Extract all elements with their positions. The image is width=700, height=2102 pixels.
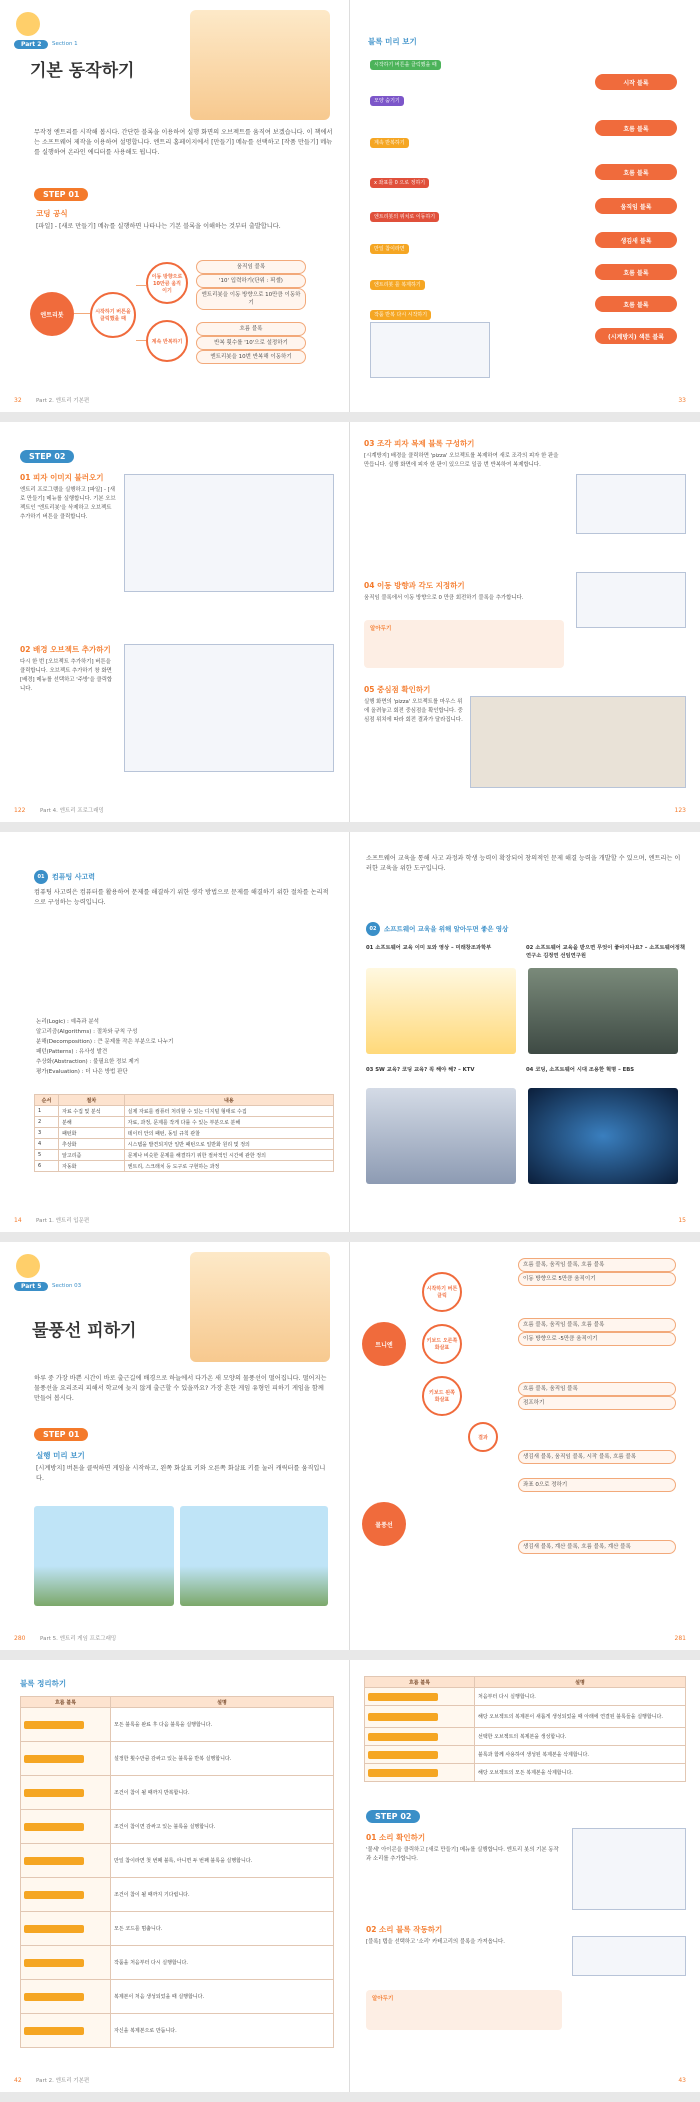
table-row	[365, 1746, 686, 1764]
body-02: [블록] 탭을 선택하고 '소리' 카테고리의 블록을 가져옵니다.	[366, 1939, 505, 1945]
table-row	[35, 1161, 334, 1172]
cell: 알고리즘	[59, 1150, 125, 1161]
code-screenshot	[370, 322, 490, 378]
cell: 6	[35, 1161, 59, 1172]
part-badge: Part 5	[14, 1282, 48, 1291]
screenshot-2	[124, 644, 334, 772]
cell: 자료, 과정, 문제를 작게 다룰 수 있는 부분으로 분해	[124, 1117, 333, 1128]
table-row	[21, 1708, 334, 1742]
video-3-thumb[interactable]	[366, 1088, 516, 1184]
table-row	[365, 1688, 686, 1706]
folio: 123	[674, 807, 686, 814]
cell: 자료 수집 및 분석	[59, 1106, 125, 1117]
spread-3	[0, 832, 700, 1232]
mascot-icon	[16, 12, 40, 36]
note-2: 이동 방향으로 5만큼 움직이기	[518, 1272, 676, 1286]
block-clone: 엔트리봇 를 복제하기	[370, 280, 425, 290]
folio: 43	[678, 2077, 686, 2084]
page-280	[0, 1242, 350, 1650]
folio: 280	[14, 1635, 26, 1642]
note-9: 생김새 블록, 계산 블록, 흐름 블록, 계산 블록	[518, 1540, 676, 1554]
heading-04: 04 이동 방향과 각도 지정하기	[364, 581, 465, 590]
heading-02: 02 배경 오브젝트 추가하기	[20, 645, 111, 654]
tip-label: 알아두기	[370, 626, 392, 632]
col-header: 설명	[475, 1677, 686, 1688]
out-1: 움직임 블록	[196, 260, 306, 274]
cat-7: 흐름 블록	[595, 296, 677, 312]
spread-1	[0, 0, 700, 412]
cat-2: 흐름 블록	[595, 120, 677, 136]
item-5: 추상화(Abstraction) : 불필요한 정보 제거	[36, 1059, 140, 1065]
sub-heading: 실행 미리 보기	[36, 1451, 85, 1460]
block-table	[364, 1676, 686, 1782]
out-3: 엔트리봇을 이동 방향으로 10만큼 이동하기	[196, 288, 306, 310]
block-cell	[21, 2014, 111, 2048]
node-balloon: 물풍선	[362, 1502, 406, 1546]
desc-cell: 선택한 오브젝트의 복제본을 생성합니다.	[475, 1728, 686, 1746]
sub-heading: 블록 미리 보기	[368, 37, 417, 46]
folio: 122	[14, 807, 26, 814]
body-01: '물세' 아이콘을 클릭하고 [새로 만들기] 메뉴를 실행합니다. 엔트리 봇의 기본 동작과 소리를 추가합니다.	[366, 1847, 559, 1862]
cell: 1	[35, 1106, 59, 1117]
desc-cell: 처음부터 다시 실행합니다.	[475, 1688, 686, 1706]
block-cell	[21, 1878, 111, 1912]
video-1-title: 01 소프트웨어 교육 이미 토와 영상 – 미래창조과학부	[366, 945, 492, 951]
desc-cell: 조건이 참이 될 때까지 반복합니다.	[111, 1776, 334, 1810]
desc-cell: 해당 오브젝트의 복제본이 새롭게 생성되었을 때 아래에 연결된 블록들을 실행합니다.	[475, 1706, 686, 1728]
item-4: 패턴(Patterns) : 유사성 발견	[36, 1049, 108, 1055]
footer: Part 2. 엔트리 기본편	[36, 398, 90, 404]
cell: 패턴화	[59, 1128, 125, 1139]
desc-cell: 모든 코드를 멈춥니다.	[111, 1912, 334, 1946]
footer: Part 2. 엔트리 기본편	[36, 2078, 90, 2084]
block-cell	[21, 1980, 111, 2014]
cell: 시스템을 발견되지만 일반 패턴으로 일반화 원리 및 정의	[124, 1139, 333, 1150]
block-start: 시작하기 버튼을 클릭했을 때	[370, 60, 441, 70]
heading-02: 02 소리 블록 작동하기	[366, 1925, 443, 1934]
step-badge: STEP 01	[34, 1428, 88, 1441]
cell: 문제나 비슷한 문제를 해결하기 위한 절차적인 시간에 관한 정의	[124, 1150, 333, 1161]
cell: 자동화	[59, 1161, 125, 1172]
spread-2	[0, 422, 700, 822]
desc-cell: 설정한 횟수만큼 감싸고 있는 블록을 반복 실행합니다.	[111, 1742, 334, 1776]
step-badge: STEP 02	[20, 450, 74, 463]
intro-text: 하루 중 가장 바쁜 시간이 바로 출근길에 배경으로 하늘에서 다가온 새 모양의 물풍선이 떨어집니다. 떨어지는 물풍선을 요리조리 피해서 학교에 늦지 않게 출근할 수 있을까요? 가장 흔한 게임 유형인 피하기 게임을 함께 만들어 봅시다.	[34, 1375, 327, 1402]
body-text: 컴퓨팅 사고력은 컴퓨터를 활용하여 문제를 해결하기 위한 생각 방법으로 문제를 해결하기 위한 절차를 논리적으로 구성하는 능력입니다.	[34, 889, 329, 906]
video-4-title: 04 코딩, 소프트웨어 시대 조용한 혁명 – EBS	[526, 1067, 635, 1073]
page-33	[350, 0, 700, 412]
game-screenshot-1	[34, 1506, 174, 1606]
folio: 14	[14, 1217, 22, 1224]
process-table	[34, 1094, 334, 1172]
block-repeat: 계속 반복하기	[370, 138, 409, 148]
footer: Part 1. 엔트리 입문편	[36, 1218, 90, 1224]
section-label: Section 1	[52, 41, 78, 47]
note-6: 점프하기	[518, 1396, 676, 1410]
table-row	[365, 1764, 686, 1782]
desc-cell: 만일 참이라면 첫 번째 블록, 아니면 두 번째 블록을 실행합니다.	[111, 1844, 334, 1878]
footer: Part 5. 엔트리 게임 프로그래밍	[40, 1636, 117, 1642]
spread-4	[0, 1242, 700, 1650]
table-row	[21, 1912, 334, 1946]
heading-01: 01 피자 이미지 불러오기	[20, 473, 104, 482]
col-header: 절차	[59, 1095, 125, 1106]
folio: 42	[14, 2077, 22, 2084]
step-badge: STEP 01	[34, 188, 88, 201]
block-move: 엔트리봇의 위치로 이동하기	[370, 212, 439, 222]
out-2: '10' 입력하기(단위 : 픽셀)	[196, 274, 306, 288]
block-cell	[365, 1688, 475, 1706]
table-row	[35, 1139, 334, 1150]
heading-01: 01 소리 확인하기	[366, 1833, 426, 1842]
spread-5	[0, 1660, 700, 2092]
item-6: 평가(Evaluation) : 더 나은 방법 판단	[36, 1069, 128, 1075]
col-header: 내용	[124, 1095, 333, 1106]
table-row	[35, 1150, 334, 1161]
table-row	[35, 1117, 334, 1128]
intro-text: 무작정 엔트리를 시작해 봅시다. 간단한 블록을 이용하여 실행 화면의 오브젝트를 움직여 보겠습니다. 이 책에서는 소프트웨어 제작을 이용하여 설명합니다. 엔트리 홈페이지에서 [만들기] 메뉴를 선택하고 [작품 만들기] 메뉴를 실행하여 온라인 에디터를 사용해도 됩니다.	[34, 129, 333, 156]
node-result: 결과	[468, 1422, 498, 1452]
heading-05: 05 중심점 확인하기	[364, 685, 431, 694]
note-3: 흐름 블록, 움직임 블록, 흐름 블록	[518, 1318, 676, 1332]
table-row	[21, 1776, 334, 1810]
screenshot-1	[124, 474, 334, 592]
table-row	[365, 1706, 686, 1728]
cell: 4	[35, 1139, 59, 1150]
block-cell	[21, 1810, 111, 1844]
video-2-title: 02 소프트웨어 교육을 받으면 무엇이 좋아지나요? – 소프트웨어정책연구소 김정연 선임연구원	[526, 945, 686, 959]
illustration	[190, 10, 330, 120]
page-123	[350, 422, 700, 822]
screenshot-2	[572, 1936, 686, 1976]
node-start-click: 시작하기 버튼 클릭	[422, 1272, 462, 1312]
cell: 실제 자료를 컴퓨터 처리할 수 있는 디지털 형태로 수집	[124, 1106, 333, 1117]
desc-cell: 복제본이 처음 생성되었을 때 실행합니다.	[111, 1980, 334, 2014]
block-cell	[365, 1728, 475, 1746]
page-title: 기본 동작하기	[30, 61, 135, 81]
table-row	[21, 1946, 334, 1980]
node-repeat: 계속 반복하기	[146, 320, 188, 362]
desc-cell: 작품을 처음부터 다시 실행합니다.	[111, 1946, 334, 1980]
node-char: 트니엔	[362, 1322, 406, 1366]
block-restart: 작품 반복 다시 시작하기	[370, 310, 431, 320]
sub-heading: 코딩 공식	[36, 209, 68, 218]
part-badge: Part 2	[14, 40, 48, 49]
cell: 데이터 안의 패턴, 동일 규칙 관찰	[124, 1128, 333, 1139]
mascot-icon	[16, 1254, 40, 1278]
col-header: 흐름 블록	[21, 1697, 111, 1708]
screenshot-4	[576, 572, 686, 628]
block-cell	[365, 1706, 475, 1728]
out-4: 흐름 블록	[196, 322, 306, 336]
out-6: 엔트리봇을 10번 반복해 이동하기	[196, 350, 306, 364]
screenshot-3	[576, 474, 686, 534]
block-table	[20, 1696, 334, 2048]
desc-cell: 해당 오브젝트의 모든 복제본을 삭제합니다.	[475, 1764, 686, 1782]
badge-02: 02	[366, 922, 380, 936]
table-row	[21, 1742, 334, 1776]
node-mid: 시작하기 버튼을 클릭했을 때	[90, 292, 136, 338]
body-04: 움직임 블록에서 이동 방향으로 0 만큼 회전하기 블록을 추가합니다.	[364, 595, 524, 601]
out-5: 반복 횟수를 '10'으로 설정하기	[196, 336, 306, 350]
page-42	[0, 1660, 350, 2092]
desc-cell: 자신을 복제본으로 만듭니다.	[111, 2014, 334, 2048]
video-1-thumb[interactable]	[366, 968, 516, 1054]
col-header: 흐름 블록	[365, 1677, 475, 1688]
table-row	[35, 1106, 334, 1117]
note-1: 흐름 블록, 움직임 블록, 흐름 블록	[518, 1258, 676, 1272]
badge-01: 01	[34, 870, 48, 884]
video-2-thumb[interactable]	[528, 968, 678, 1054]
cell: 2	[35, 1117, 59, 1128]
cell: 3	[35, 1128, 59, 1139]
body-text: 소프트웨어 교육을 통해 사고 과정과 학생 능력이 확장되어 창의적인 문제 해결 능력을 개발할 수 있으며, 엔트리는 이러한 교육을 위한 도구입니다.	[366, 855, 681, 872]
section-label: Section 03	[52, 1283, 82, 1289]
col-header: 설명	[111, 1697, 334, 1708]
screenshot-1	[572, 1828, 686, 1910]
table-row	[21, 2014, 334, 2048]
page-122	[0, 422, 350, 822]
block-cell	[21, 1946, 111, 1980]
cat-1: 시작 블록	[595, 74, 677, 90]
cell: 추상화	[59, 1139, 125, 1150]
table-row	[21, 1844, 334, 1878]
tip-box	[364, 620, 564, 668]
cell: 분해	[59, 1117, 125, 1128]
cat-6: 흐름 블록	[595, 264, 677, 280]
page-32	[0, 0, 350, 412]
cat-4: 움직임 블록	[595, 198, 677, 214]
body-text: [파일] - [새로 만들기] 메뉴를 실행하면 나타나는 기본 블록을 이해하는 것부터 출발합니다.	[36, 223, 281, 230]
note-5: 흐름 블록, 움직임 블록	[518, 1382, 676, 1396]
node-start: 엔트리봇	[30, 292, 74, 336]
block-cell	[21, 1708, 111, 1742]
table-row	[35, 1128, 334, 1139]
screenshot-5	[470, 696, 686, 788]
folio: 281	[674, 1635, 686, 1642]
illustration	[190, 1252, 330, 1362]
folio: 15	[678, 1217, 686, 1224]
block-cell	[21, 1742, 111, 1776]
folio: 32	[14, 397, 22, 404]
section-title: 컴퓨팅 사고력	[52, 873, 96, 881]
col-header: 순서	[35, 1095, 59, 1106]
cell: 엔트리, 스크래치 등 도구로 구현하는 과정	[124, 1161, 333, 1172]
node-move: 이동 방향으로 10만큼 움직이기	[146, 262, 188, 304]
block-cell	[21, 1844, 111, 1878]
cat-8: (시계방지) 색튼 블록	[595, 328, 677, 344]
note-7: 생김새 블록, 움직임 블록, 시작 블록, 흐름 블록	[518, 1450, 676, 1464]
node-right-key: 키보드 오른쪽 화살표	[422, 1324, 462, 1364]
desc-cell: 조건이 참이면 감싸고 있는 블록을 실행합니다.	[111, 1810, 334, 1844]
tip-label: 알아두기	[372, 1996, 394, 2002]
body-02: 다시 한 번 [오브젝트 추가하기] 버튼을 클릭합니다. 오브젝트 추가하기 창 화면 [배경] 메뉴를 선택하고 '주방'을 클릭합니다.	[20, 659, 113, 692]
folio: 33	[678, 397, 686, 404]
cell: 5	[35, 1150, 59, 1161]
block-hide: 모양 숨기기	[370, 96, 404, 106]
sub-heading: 블록 정리하기	[20, 1679, 67, 1688]
block-cell	[21, 1776, 111, 1810]
block-cell	[21, 1912, 111, 1946]
step-badge: STEP 02	[366, 1810, 420, 1823]
video-3-title: 03 SW 교육? 코딩 교육? 꼭 해야 해? – KTV	[366, 1067, 475, 1073]
tip-box	[366, 1990, 562, 2030]
page-281	[350, 1242, 700, 1650]
body-01: 엔트리 프로그램을 실행하고 [파일] - [새로 만들기] 메뉴를 실행합니다. 기본 오브젝트인 '엔트리봇'을 삭제하고 오브젝트 추가하기 버튼을 클릭합니다.	[20, 487, 116, 520]
cat-3: 흐름 블록	[595, 164, 677, 180]
game-screenshot-2	[180, 1506, 328, 1606]
table-row	[365, 1728, 686, 1746]
table-row	[21, 1980, 334, 2014]
desc-cell: 모든 블록을 완료 후 다음 블록을 실행합니다.	[111, 1708, 334, 1742]
body-05: 실행 화면의 'pizza' 오브젝트를 마우스 위에 올려놓고 회전 중심점을 확인합니다. 중심점 위치에 따라 회전 결과가 달라집니다.	[364, 699, 463, 723]
item-1: 논리(Logic) : 예측과 분석	[36, 1019, 99, 1025]
item-2: 알고리즘(Algorithms) : 절차와 규칙 구성	[36, 1029, 138, 1035]
section-title: 소프트웨어 교육을 위해 알아두면 좋은 영상	[384, 925, 509, 933]
table-row	[21, 1878, 334, 1912]
block-if: 만일 참이라면	[370, 244, 409, 254]
note-8: 좌표 0으로 정하기	[518, 1478, 676, 1492]
body-03: [시계방지] 배경을 클릭하면 'pizza' 오브젝트를 복제하여 새로 조각의 피자 한 판을 만듭니다. 실행 화면에 피자 한 판이 있으므로 일곱 번 반복하여 복제합니다.	[364, 453, 559, 468]
heading-03: 03 조각 피자 복제 블록 구성하기	[364, 439, 475, 448]
desc-cell: 블록과 함께 사용하여 생성된 복제본을 삭제합니다.	[475, 1746, 686, 1764]
footer: Part 4. 엔트리 프로그래밍	[40, 808, 104, 814]
table-row	[21, 1810, 334, 1844]
desc-cell: 조건이 참이 될 때까지 기다립니다.	[111, 1878, 334, 1912]
page-15	[350, 832, 700, 1232]
cat-5: 생김새 블록	[595, 232, 677, 248]
page-title: 물풍선 피하기	[32, 1321, 137, 1341]
node-left-key: 키보드 왼쪽 화살표	[422, 1376, 462, 1416]
block-cell	[365, 1746, 475, 1764]
body-text: [시계방지] 버튼을 클릭하면 게임을 시작하고, 왼쪽 화살표 키와 오른쪽 화살표 키를 눌러 캐릭터를 움직입니다.	[36, 1465, 326, 1482]
page-14	[0, 832, 350, 1232]
item-3: 분해(Decomposition) : 큰 문제를 작은 부분으로 나누기	[36, 1039, 174, 1045]
block-xy: x 좌표를 0 으로 정하기	[370, 178, 429, 188]
block-cell	[365, 1764, 475, 1782]
note-4: 이동 방향으로 -5만큼 움직이기	[518, 1332, 676, 1346]
video-4-thumb[interactable]	[528, 1088, 678, 1184]
page-43	[350, 1660, 700, 2092]
